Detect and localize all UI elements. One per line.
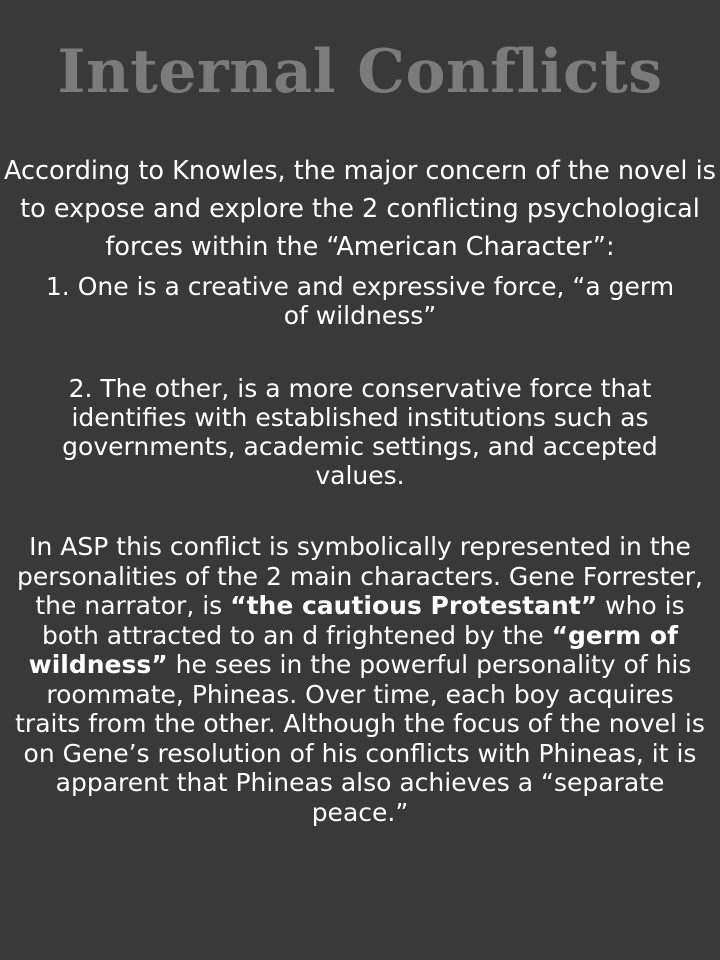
- slide-title: Internal Conflicts: [57, 37, 663, 107]
- conflict-paragraph: [10, 532, 710, 827]
- paragraph-text-3: he sees in the powerful personality of his roommate, Phineas. Over time, each boy acquires traits from the other. Although the focus of the novel is on Gene’s resolution of his conflicts with Phineas, it is apparent that Phineas also achieves a “separate peace.”: [15, 650, 705, 827]
- paragraph-text-2: who is both attracted to an d frightened by the: [42, 591, 685, 650]
- bold-phrase-germ-of-wildness: “germ of wildness”: [28, 620, 678, 679]
- paragraph-text-1: In ASP this conflict is symbolically represented in the personalities of the 2 main characters. Gene Forrester, the narrator, is: [16, 532, 703, 620]
- slide-content: [0, 152, 720, 827]
- intro-text: According to Knowles, the major concern of the novel is to expose and explore the 2 conflicting psychological forces within the “American Character”:: [4, 156, 716, 262]
- list-item-1: 1. One is a creative and expressive force, “a germ of wildness”: [45, 272, 675, 330]
- bold-phrase-cautious-protestant: “the cautious Protestant”: [230, 591, 598, 620]
- list-item-2: 2. The other, is a more conservative force that identifies with established institutions such as governments, academic settings, and accepted values.: [62, 374, 658, 490]
